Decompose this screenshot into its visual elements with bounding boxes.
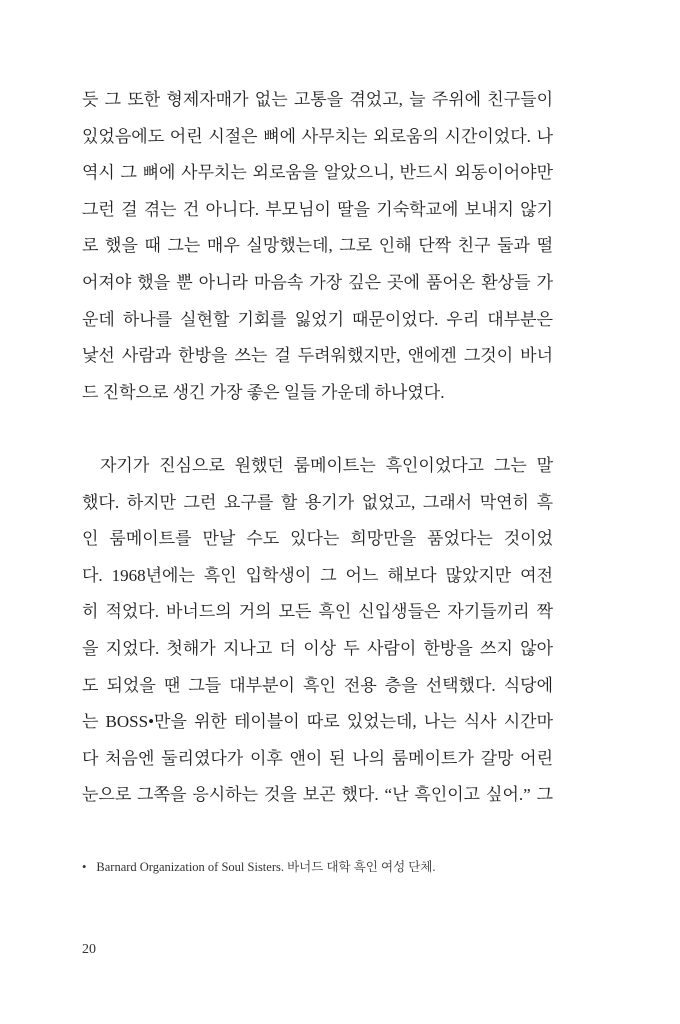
text-line: 낯선 사람과 한방을 쓰는 걸 두려워했지만, 앤에겐 그것이 바너 (82, 346, 553, 366)
text-line: 다 처음엔 둘리였다가 이후 앤이 된 나의 룸메이트가 갈망 어린 (82, 748, 553, 768)
text-line: 로 했을 때 그는 매우 실망했는데, 그로 인해 단짝 친구 둘과 떨 (82, 236, 553, 256)
text-line: 는 BOSS•만을 위한 테이블이 따로 있었는데, 나는 식사 시간마 (82, 712, 553, 732)
text-line: 다. 1968년에는 흑인 입학생이 그 어느 해보다 많았지만 여전 (82, 565, 553, 585)
text-line: 히 적었다. 바너드의 거의 모든 흑인 신입생들은 자기들끼리 짝 (82, 602, 553, 622)
text-line: 했다. 하지만 그런 요구를 할 용기가 없었고, 그래서 막연히 흑 (82, 492, 553, 512)
text-line: 도 되었을 땐 그들 대부분이 흑인 전용 층을 선택했다. 식당에 (82, 675, 553, 695)
footnote (82, 857, 436, 875)
text-line: 드 진학으로 생긴 가장 좋은 일들 가운데 하나였다. (82, 382, 445, 402)
text-line: 인 룸메이트를 만날 수도 있다는 희망만을 품었다는 것이었 (82, 529, 553, 549)
footnote-text: Barnard Organization of Soul Sisters. 바너드 대학 흑인 여성 단체. (96, 860, 436, 874)
text-line: 어져야 했을 뿐 아니라 마음속 가장 깊은 곳에 품어온 환상들 가 (82, 273, 553, 292)
text-line: 그런 걸 겪는 건 아니다. 부모님이 딸을 기숙학교에 보내지 않기 (82, 199, 553, 219)
text-line: 운데 하나를 실현할 기회를 잃었기 때문이었다. 우리 대부분은 (82, 309, 553, 329)
text-line: 있었음에도 어린 시절은 뼈에 사무치는 외로움의 시간이었다. 나 (82, 126, 553, 146)
text-line: 자기가 진심으로 원했던 룸메이트는 흑인이었다고 그는 말 (100, 456, 553, 475)
text-line: 듯 그 또한 형제자매가 없는 고통을 겪었고, 늘 주위에 친구들이 (82, 90, 553, 109)
text-line: 역시 그 뼈에 사무치는 외로움을 알았으니, 반드시 외동이어야만 (82, 163, 553, 183)
text-line: 을 지었다. 첫해가 지나고 더 이상 두 사람이 한방을 쓰지 않아 (82, 639, 553, 658)
footnote-marker: • (82, 860, 87, 874)
page-number: 20 (82, 942, 96, 957)
text-line: 눈으로 그쪽을 응시하는 것을 보곤 했다. “난 흑인이고 싶어.” 그 (82, 785, 553, 805)
